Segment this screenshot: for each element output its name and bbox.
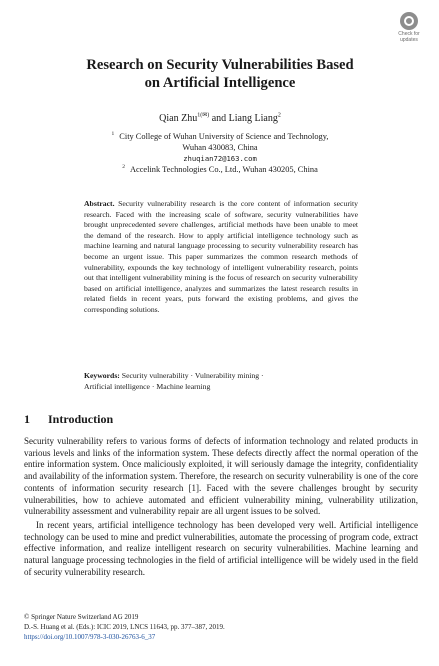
affiliation-1-text: City College of Wuhan University of Science and Technology, <box>119 132 329 141</box>
keywords-label: Keywords: <box>84 371 120 380</box>
affiliation-2 <box>60 164 380 175</box>
keywords-line-1: Security vulnerability · Vulnerability mining · <box>119 371 264 380</box>
body-paragraph-2: In recent years, artificial intelligence technology has been developed very well. Artificial intelligence technology can be used to mine and predict vulnerabilities, automate the processing of program code, extract effective information, and realize intelligent research on security vulnerabilities. Machine learning and natural language processing technologies in the field of artificial intelligence will be widely used in the field of security vulnerability research. <box>24 520 418 577</box>
footer-citation: D.-S. Huang et al. (Eds.): ICIC 2019, LNCS 11643, pp. 377–387, 2019. <box>24 623 225 631</box>
title-line-2: on Artificial Intelligence <box>144 75 296 91</box>
paper-title <box>40 56 400 92</box>
author-2-mark: 2 <box>277 112 281 119</box>
body-paragraph-1: Security vulnerability refers to various forms of defects of information technology and related products in various levels and links of the information system. These defects directly affect the normal operation of the entire information system. Once maliciously exploited, it will seriously damage the integrity, confidentiality and availability of the information system. Therefore, the research on security vulnerability is one of the core contents of information security research [1]. Faced with the severe challenges brought by security vulnerabilities, how to achieve automated and efficient vulnerability mining, vulnerability utilization, vulnerability assessment and vulnerability repair are all urgent issues to be solved. <box>24 436 418 517</box>
keywords <box>84 371 358 393</box>
footer <box>24 612 418 642</box>
author-email[interactable]: zhuqian72@163.com <box>183 154 257 163</box>
abstract-label: Abstract. <box>84 199 115 208</box>
doi-link[interactable]: https://doi.org/10.1007/978-3-030-26763-6_37 <box>24 633 156 641</box>
affiliation-2-mark: 2 <box>122 164 125 171</box>
affiliation-1 <box>60 131 380 142</box>
abstract <box>84 199 358 316</box>
check-updates-icon <box>400 12 418 30</box>
check-for-updates-badge[interactable] <box>392 12 426 48</box>
affiliation-2-text: Accelink Technologies Co., Ltd., Wuhan 430205, China <box>129 165 318 174</box>
footer-copyright: © Springer Nature Switzerland AG 2019 <box>24 613 139 621</box>
keywords-line-2: Artificial intelligence · Machine learning <box>84 381 211 391</box>
affiliation-1-city: Wuhan 430083, China <box>182 143 258 152</box>
author-line <box>40 113 400 125</box>
badge-line-1: Check for <box>398 31 420 37</box>
affiliation-1-mark: 1 <box>111 131 115 138</box>
title-line-1: Research on Security Vulnerabilities Based <box>86 57 354 73</box>
author-name-2: and Liang Liang <box>209 113 278 124</box>
author-1-mark: 1(✉) <box>197 112 210 119</box>
badge-caption <box>392 32 426 43</box>
section-number: 1 <box>24 412 30 426</box>
affiliations <box>60 131 380 175</box>
badge-line-2: updates <box>400 36 418 43</box>
section-title: Introduction <box>48 412 114 426</box>
abstract-text: Security vulnerability research is the core content of information security research. Faced with the increasing scale of software, security vulnerabilities have brought unprecedented severe challenges, artificial methods have been unable to meet the demand of the research. How to apply artificial intelligence technology such as machine learning and natural language processing to security vulnerability research has become an urgent issue. This paper summarizes the common research methods of vulnerability, expounds the key technology of intelligent vulnerability research, points out that intelligent vulnerability mining is the focus of research on security vulnerability based on artificial intelligence, analyzes and summarizes the latest research results in related fields in recent years, puts forward the existing problems, and gives the corresponding solutions. <box>84 199 358 314</box>
section-heading <box>24 412 113 426</box>
author-name-1: Qian Zhu <box>159 113 198 124</box>
